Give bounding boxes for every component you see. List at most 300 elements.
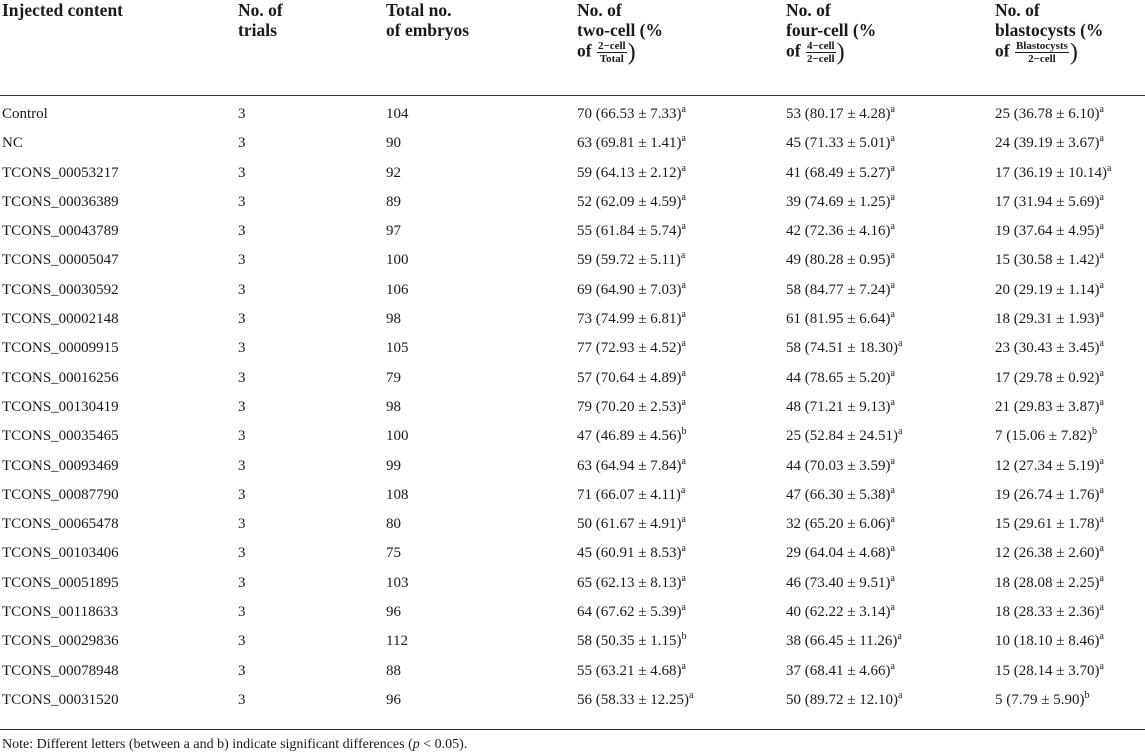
significance-letter: a bbox=[1099, 309, 1104, 321]
significance-letter: a bbox=[1099, 660, 1104, 672]
cell-four-cell bbox=[786, 481, 995, 510]
cell-blastocysts bbox=[995, 188, 1145, 217]
fraction bbox=[806, 40, 836, 65]
cell-value: 59 (59.72 ± 5.11) bbox=[577, 252, 681, 269]
header-line bbox=[577, 40, 786, 65]
significance-letter: a bbox=[1106, 162, 1112, 174]
significance-letter: a bbox=[890, 514, 895, 526]
significance-letter: a bbox=[681, 221, 686, 233]
cell-value: 99 bbox=[386, 457, 401, 474]
table-row bbox=[0, 364, 1145, 393]
significance-letter: a bbox=[890, 221, 895, 233]
cell-injected-content bbox=[0, 364, 238, 393]
cell-value: TCONS_00103406 bbox=[2, 545, 119, 562]
significance-letter: a bbox=[681, 602, 686, 614]
header-line: Injected content bbox=[2, 0, 124, 20]
header-line: No. of bbox=[786, 0, 831, 20]
cell-value: 3 bbox=[238, 574, 246, 591]
table-row bbox=[0, 334, 1145, 363]
cell-value: 55 (63.21 ± 4.68) bbox=[577, 662, 682, 679]
cell-value: 56 (58.33 ± 12.25) bbox=[577, 691, 689, 708]
significance-letter: a bbox=[681, 543, 686, 555]
cell-value: 3 bbox=[238, 604, 246, 621]
significance-letter: a bbox=[681, 279, 686, 291]
cell-value: 79 (70.20 ± 2.53) bbox=[577, 398, 682, 415]
table-row bbox=[0, 686, 1145, 719]
cell-two-cell bbox=[577, 510, 786, 539]
cell-blastocysts bbox=[995, 96, 1145, 130]
cell-four-cell bbox=[786, 305, 995, 334]
cell-value: 106 bbox=[386, 281, 409, 298]
cell-injected-content bbox=[0, 393, 238, 422]
cell-value: 90 bbox=[386, 135, 401, 152]
cell-value: 15 (30.58 ± 1.42) bbox=[995, 252, 1100, 269]
cell-four-cell bbox=[786, 188, 995, 217]
cell-value: 37 (68.41 ± 4.66) bbox=[786, 662, 891, 679]
header-line bbox=[995, 20, 1145, 40]
cell-value: 7 (15.06 ± 7.82) bbox=[995, 428, 1092, 445]
significance-letter: a bbox=[681, 191, 686, 203]
cell-value: 63 (64.94 ± 7.84) bbox=[577, 457, 682, 474]
cell-value: 3 bbox=[238, 193, 246, 210]
cell-trials bbox=[238, 393, 386, 422]
table-row bbox=[0, 96, 1145, 130]
cell-value: 48 (71.21 ± 9.13) bbox=[786, 398, 891, 415]
cell-trials bbox=[238, 686, 386, 719]
cell-value: 20 (29.19 ± 1.14) bbox=[995, 281, 1100, 298]
cell-value: 3 bbox=[238, 106, 246, 122]
cell-value: 92 bbox=[386, 164, 401, 181]
cell-trials bbox=[238, 510, 386, 539]
significance-letter: a bbox=[890, 572, 895, 584]
cell-value: 3 bbox=[238, 691, 246, 708]
cell-four-cell bbox=[786, 422, 995, 451]
cell-value: TCONS_00016256 bbox=[2, 369, 119, 386]
cell-value: 41 (68.49 ± 5.27) bbox=[786, 164, 891, 181]
cell-value: 3 bbox=[238, 516, 246, 533]
header-two-cell bbox=[577, 0, 786, 96]
cell-trials bbox=[238, 657, 386, 686]
cell-value: 58 (50.35 ± 1.15) bbox=[577, 633, 682, 650]
cell-value: 44 (70.03 ± 3.59) bbox=[786, 457, 891, 474]
table-row bbox=[0, 159, 1145, 188]
cell-blastocysts bbox=[995, 686, 1145, 719]
header-line: Total no. bbox=[386, 0, 452, 20]
cell-value: 17 (29.78 ± 0.92) bbox=[995, 369, 1100, 386]
significance-letter: a bbox=[897, 426, 903, 438]
cell-blastocysts bbox=[995, 452, 1145, 481]
cell-four-cell bbox=[786, 539, 995, 568]
fraction bbox=[1015, 40, 1069, 65]
table-row bbox=[0, 129, 1145, 158]
cell-two-cell bbox=[577, 393, 786, 422]
cell-value: 3 bbox=[238, 135, 246, 152]
table-row bbox=[0, 657, 1145, 686]
cell-trials bbox=[238, 159, 386, 188]
significance-letter: a bbox=[1099, 250, 1104, 262]
cell-injected-content bbox=[0, 422, 238, 451]
cell-trials bbox=[238, 96, 386, 130]
table-row bbox=[0, 598, 1145, 627]
significance-letter: a bbox=[681, 104, 686, 115]
significance-letter: a bbox=[897, 689, 903, 701]
table-row bbox=[0, 276, 1145, 305]
cell-four-cell bbox=[786, 217, 995, 246]
significance-letter: a bbox=[681, 514, 686, 526]
cell-blastocysts bbox=[995, 481, 1145, 510]
cell-injected-content bbox=[0, 129, 238, 158]
close-paren: ) bbox=[1069, 39, 1078, 66]
cell-value: TCONS_00053217 bbox=[2, 164, 119, 181]
cell-total-embryos bbox=[386, 334, 577, 363]
table-row bbox=[0, 305, 1145, 334]
cell-value: TCONS_00036389 bbox=[2, 193, 119, 210]
cell-injected-content bbox=[0, 276, 238, 305]
cell-injected-content bbox=[0, 334, 238, 363]
cell-four-cell bbox=[786, 96, 995, 130]
cell-injected-content bbox=[0, 481, 238, 510]
cell-injected-content bbox=[0, 452, 238, 481]
cell-injected-content bbox=[0, 188, 238, 217]
significance-letter: a bbox=[680, 484, 686, 496]
cell-total-embryos bbox=[386, 129, 577, 158]
header-total-embryos bbox=[386, 0, 577, 96]
significance-letter: a bbox=[681, 396, 686, 408]
cell-injected-content bbox=[0, 510, 238, 539]
cell-blastocysts bbox=[995, 539, 1145, 568]
header-line bbox=[786, 20, 995, 40]
cell-value: 100 bbox=[386, 428, 409, 445]
cell-value: TCONS_00002148 bbox=[2, 311, 119, 328]
cell-value: 52 (62.09 ± 4.59) bbox=[577, 193, 682, 210]
cell-value: 18 (28.08 ± 2.25) bbox=[995, 574, 1100, 591]
significance-letter: a bbox=[1099, 543, 1104, 555]
table-row bbox=[0, 569, 1145, 598]
cell-value: 17 (36.19 ± 10.14) bbox=[995, 164, 1107, 181]
cell-value: 25 (36.78 ± 6.10) bbox=[995, 106, 1100, 122]
cell-value: 17 (31.94 ± 5.69) bbox=[995, 193, 1100, 210]
cell-four-cell bbox=[786, 598, 995, 627]
cell-value: 98 bbox=[386, 398, 401, 415]
cell-value: TCONS_00065478 bbox=[2, 516, 119, 533]
cell-value: 12 (26.38 ± 2.60) bbox=[995, 545, 1100, 562]
cell-value: 44 (78.65 ± 5.20) bbox=[786, 369, 891, 386]
cell-blastocysts bbox=[995, 598, 1145, 627]
cell-value: NC bbox=[2, 135, 23, 152]
cell-four-cell bbox=[786, 129, 995, 158]
table-header-row bbox=[0, 0, 1145, 96]
cell-value: 21 (29.83 ± 3.87) bbox=[995, 398, 1100, 415]
cell-four-cell bbox=[786, 627, 995, 656]
significance-letter: a bbox=[1099, 455, 1104, 467]
cell-trials bbox=[238, 481, 386, 510]
cell-value: 3 bbox=[238, 311, 246, 328]
cell-two-cell bbox=[577, 627, 786, 656]
cell-value: 59 (64.13 ± 2.12) bbox=[577, 164, 682, 181]
header-line: trials bbox=[238, 20, 277, 40]
significance-letter: a bbox=[897, 338, 903, 350]
cell-value: 50 (61.67 ± 4.91) bbox=[577, 516, 682, 533]
cell-value: 46 (73.40 ± 9.51) bbox=[786, 574, 891, 591]
cell-value: 23 (30.43 ± 3.45) bbox=[995, 340, 1100, 357]
cell-value: TCONS_00031520 bbox=[2, 691, 119, 708]
table-row bbox=[0, 422, 1145, 451]
significance-letter: a bbox=[681, 455, 686, 467]
cell-four-cell bbox=[786, 452, 995, 481]
cell-total-embryos bbox=[386, 686, 577, 719]
cell-value: 112 bbox=[386, 633, 408, 650]
cell-value: TCONS_00035465 bbox=[2, 428, 119, 445]
cell-total-embryos bbox=[386, 481, 577, 510]
fraction-numerator: Blastocysts bbox=[1015, 40, 1068, 52]
header-trials bbox=[238, 0, 386, 96]
cell-value: TCONS_00030592 bbox=[2, 281, 119, 298]
cell-value: 73 (74.99 ± 6.81) bbox=[577, 311, 682, 328]
cell-value: 65 (62.13 ± 8.13) bbox=[577, 574, 682, 591]
cell-value: 5 (7.79 ± 5.90) bbox=[995, 691, 1085, 708]
header-line bbox=[995, 40, 1145, 65]
cell-value: 12 (27.34 ± 5.19) bbox=[995, 457, 1100, 474]
cell-total-embryos bbox=[386, 510, 577, 539]
cell-trials bbox=[238, 364, 386, 393]
cell-four-cell bbox=[786, 657, 995, 686]
cell-four-cell bbox=[786, 276, 995, 305]
significance-letter: a bbox=[890, 309, 895, 321]
significance-letter: a bbox=[890, 602, 895, 614]
significance-letter: a bbox=[890, 104, 895, 115]
cell-injected-content bbox=[0, 159, 238, 188]
cell-value: 10 (18.10 ± 8.46) bbox=[995, 633, 1100, 650]
cell-value: 105 bbox=[386, 340, 409, 357]
cell-value: 19 (37.64 ± 4.95) bbox=[995, 223, 1100, 240]
significance-letter: b bbox=[681, 631, 687, 643]
header-line: of embryos bbox=[386, 20, 470, 40]
cell-total-embryos bbox=[386, 657, 577, 686]
cell-total-embryos bbox=[386, 96, 577, 130]
significance-letter: b bbox=[1084, 689, 1090, 701]
cell-value: TCONS_00093469 bbox=[2, 457, 119, 474]
table-row bbox=[0, 217, 1145, 246]
cell-injected-content bbox=[0, 686, 238, 719]
cell-value: 64 (67.62 ± 5.39) bbox=[577, 604, 682, 621]
cell-value: 71 (66.07 ± 4.11) bbox=[577, 486, 681, 503]
cell-blastocysts bbox=[995, 276, 1145, 305]
cell-two-cell bbox=[577, 305, 786, 334]
cell-value: 77 (72.93 ± 4.52) bbox=[577, 340, 682, 357]
table-bottom-rule bbox=[0, 729, 1145, 730]
cell-total-embryos bbox=[386, 276, 577, 305]
cell-value: 55 (61.84 ± 5.74) bbox=[577, 223, 682, 240]
cell-value: 38 (66.45 ± 11.26) bbox=[786, 633, 898, 650]
cell-two-cell bbox=[577, 159, 786, 188]
cell-two-cell bbox=[577, 686, 786, 719]
fraction bbox=[597, 40, 627, 65]
significance-letter: a bbox=[1099, 602, 1104, 614]
cell-trials bbox=[238, 129, 386, 158]
cell-value: 32 (65.20 ± 6.06) bbox=[786, 516, 891, 533]
close-paren: ) bbox=[627, 39, 636, 66]
note-p-symbol: p bbox=[412, 737, 420, 752]
cell-blastocysts bbox=[995, 422, 1145, 451]
cell-blastocysts bbox=[995, 246, 1145, 275]
cell-trials bbox=[238, 422, 386, 451]
cell-value: 70 (66.53 ± 7.33) bbox=[577, 106, 682, 122]
significance-letter: a bbox=[897, 631, 902, 643]
cell-trials bbox=[238, 188, 386, 217]
cell-value: 47 (66.30 ± 5.38) bbox=[786, 486, 891, 503]
cell-four-cell bbox=[786, 364, 995, 393]
cell-two-cell bbox=[577, 539, 786, 568]
header-of: of bbox=[577, 40, 592, 61]
cell-total-embryos bbox=[386, 364, 577, 393]
cell-value: 103 bbox=[386, 574, 409, 591]
cell-trials bbox=[238, 217, 386, 246]
significance-letter: a bbox=[890, 279, 895, 291]
cell-value: 29 (64.04 ± 4.68) bbox=[786, 545, 891, 562]
cell-value: 3 bbox=[238, 486, 246, 503]
cell-value: 3 bbox=[238, 662, 246, 679]
significance-letter: b bbox=[1091, 426, 1097, 438]
significance-letter: a bbox=[681, 162, 686, 174]
table-row bbox=[0, 188, 1145, 217]
cell-two-cell bbox=[577, 657, 786, 686]
table-row bbox=[0, 246, 1145, 275]
cell-value: Control bbox=[2, 106, 48, 122]
header-of: of bbox=[995, 40, 1010, 61]
cell-trials bbox=[238, 246, 386, 275]
cell-injected-content bbox=[0, 305, 238, 334]
cell-injected-content bbox=[0, 246, 238, 275]
significance-letter: a bbox=[681, 133, 686, 145]
significance-letter: a bbox=[681, 338, 686, 350]
cell-two-cell bbox=[577, 481, 786, 510]
cell-total-embryos bbox=[386, 393, 577, 422]
cell-trials bbox=[238, 452, 386, 481]
cell-two-cell bbox=[577, 422, 786, 451]
cell-blastocysts bbox=[995, 334, 1145, 363]
cell-trials bbox=[238, 598, 386, 627]
cell-trials bbox=[238, 569, 386, 598]
cell-value: TCONS_00051895 bbox=[2, 574, 119, 591]
close-paren: ) bbox=[836, 39, 845, 66]
significance-letter: a bbox=[1099, 221, 1104, 233]
cell-value: 80 bbox=[386, 516, 401, 533]
significance-letter: b bbox=[681, 426, 687, 438]
cell-value: 75 bbox=[386, 545, 401, 562]
significance-letter: a bbox=[1099, 191, 1104, 203]
cell-blastocysts bbox=[995, 627, 1145, 656]
significance-letter: a bbox=[1099, 367, 1104, 379]
header-of: of bbox=[786, 40, 801, 61]
significance-letter: a bbox=[890, 484, 895, 496]
significance-letter: a bbox=[681, 309, 686, 321]
cell-value: 61 (81.95 ± 6.64) bbox=[786, 311, 891, 328]
cell-blastocysts bbox=[995, 305, 1145, 334]
significance-letter: a bbox=[1099, 279, 1104, 291]
cell-value: 96 bbox=[386, 691, 401, 708]
cell-value: 19 (26.74 ± 1.76) bbox=[995, 486, 1100, 503]
cell-four-cell bbox=[786, 569, 995, 598]
table-body bbox=[0, 96, 1145, 720]
cell-value: 42 (72.36 ± 4.16) bbox=[786, 223, 891, 240]
significance-letter: a bbox=[890, 543, 895, 555]
table-row bbox=[0, 539, 1145, 568]
significance-letter: a bbox=[890, 660, 895, 672]
cell-two-cell bbox=[577, 246, 786, 275]
header-line bbox=[786, 40, 995, 65]
cell-trials bbox=[238, 276, 386, 305]
cell-total-embryos bbox=[386, 217, 577, 246]
significance-letter: a bbox=[1099, 133, 1104, 145]
header-injected-content bbox=[0, 0, 238, 96]
significance-letter: a bbox=[1099, 338, 1104, 350]
cell-value: TCONS_00087790 bbox=[2, 486, 119, 503]
header-prefix: four-cell (% bbox=[786, 20, 877, 40]
cell-total-embryos bbox=[386, 422, 577, 451]
cell-injected-content bbox=[0, 657, 238, 686]
cell-blastocysts bbox=[995, 159, 1145, 188]
cell-value: 58 (74.51 ± 18.30) bbox=[786, 340, 898, 357]
header-line bbox=[577, 20, 786, 40]
cell-two-cell bbox=[577, 364, 786, 393]
cell-value: 15 (29.61 ± 1.78) bbox=[995, 516, 1100, 533]
cell-value: TCONS_00009915 bbox=[2, 340, 119, 357]
cell-total-embryos bbox=[386, 627, 577, 656]
significance-letter: a bbox=[1099, 631, 1104, 643]
significance-letter: a bbox=[1099, 396, 1104, 408]
significance-letter: a bbox=[890, 367, 895, 379]
cell-injected-content bbox=[0, 217, 238, 246]
cell-two-cell bbox=[577, 96, 786, 130]
cell-value: 50 (89.72 ± 12.10) bbox=[786, 691, 898, 708]
significance-letter: a bbox=[681, 572, 686, 584]
cell-total-embryos bbox=[386, 452, 577, 481]
significance-letter: a bbox=[681, 367, 686, 379]
cell-injected-content bbox=[0, 598, 238, 627]
header-blastocysts bbox=[995, 0, 1145, 96]
cell-four-cell bbox=[786, 686, 995, 719]
significance-letter: a bbox=[1099, 104, 1104, 115]
cell-blastocysts bbox=[995, 510, 1145, 539]
cell-value: TCONS_00029836 bbox=[2, 633, 119, 650]
cell-value: TCONS_00130419 bbox=[2, 398, 119, 415]
cell-value: 63 (69.81 ± 1.41) bbox=[577, 135, 682, 152]
cell-value: TCONS_00043789 bbox=[2, 223, 119, 240]
cell-blastocysts bbox=[995, 569, 1145, 598]
cell-value: 58 (84.77 ± 7.24) bbox=[786, 281, 891, 298]
cell-value: 96 bbox=[386, 604, 401, 621]
cell-four-cell bbox=[786, 159, 995, 188]
cell-trials bbox=[238, 539, 386, 568]
cell-two-cell bbox=[577, 452, 786, 481]
cell-blastocysts bbox=[995, 657, 1145, 686]
cell-value: 47 (46.89 ± 4.56) bbox=[577, 428, 682, 445]
cell-value: 40 (62.22 ± 3.14) bbox=[786, 604, 891, 621]
significance-letter: a bbox=[890, 250, 895, 262]
cell-value: 3 bbox=[238, 281, 246, 298]
cell-value: 104 bbox=[386, 106, 409, 122]
cell-total-embryos bbox=[386, 598, 577, 627]
cell-value: 24 (39.19 ± 3.67) bbox=[995, 135, 1100, 152]
cell-value: 45 (60.91 ± 8.53) bbox=[577, 545, 682, 562]
cell-value: 100 bbox=[386, 252, 409, 269]
cell-value: 3 bbox=[238, 164, 246, 181]
cell-two-cell bbox=[577, 276, 786, 305]
cell-value: 3 bbox=[238, 428, 246, 445]
table-footnote bbox=[2, 737, 467, 753]
significance-letter: a bbox=[681, 660, 686, 672]
cell-value: 79 bbox=[386, 369, 401, 386]
